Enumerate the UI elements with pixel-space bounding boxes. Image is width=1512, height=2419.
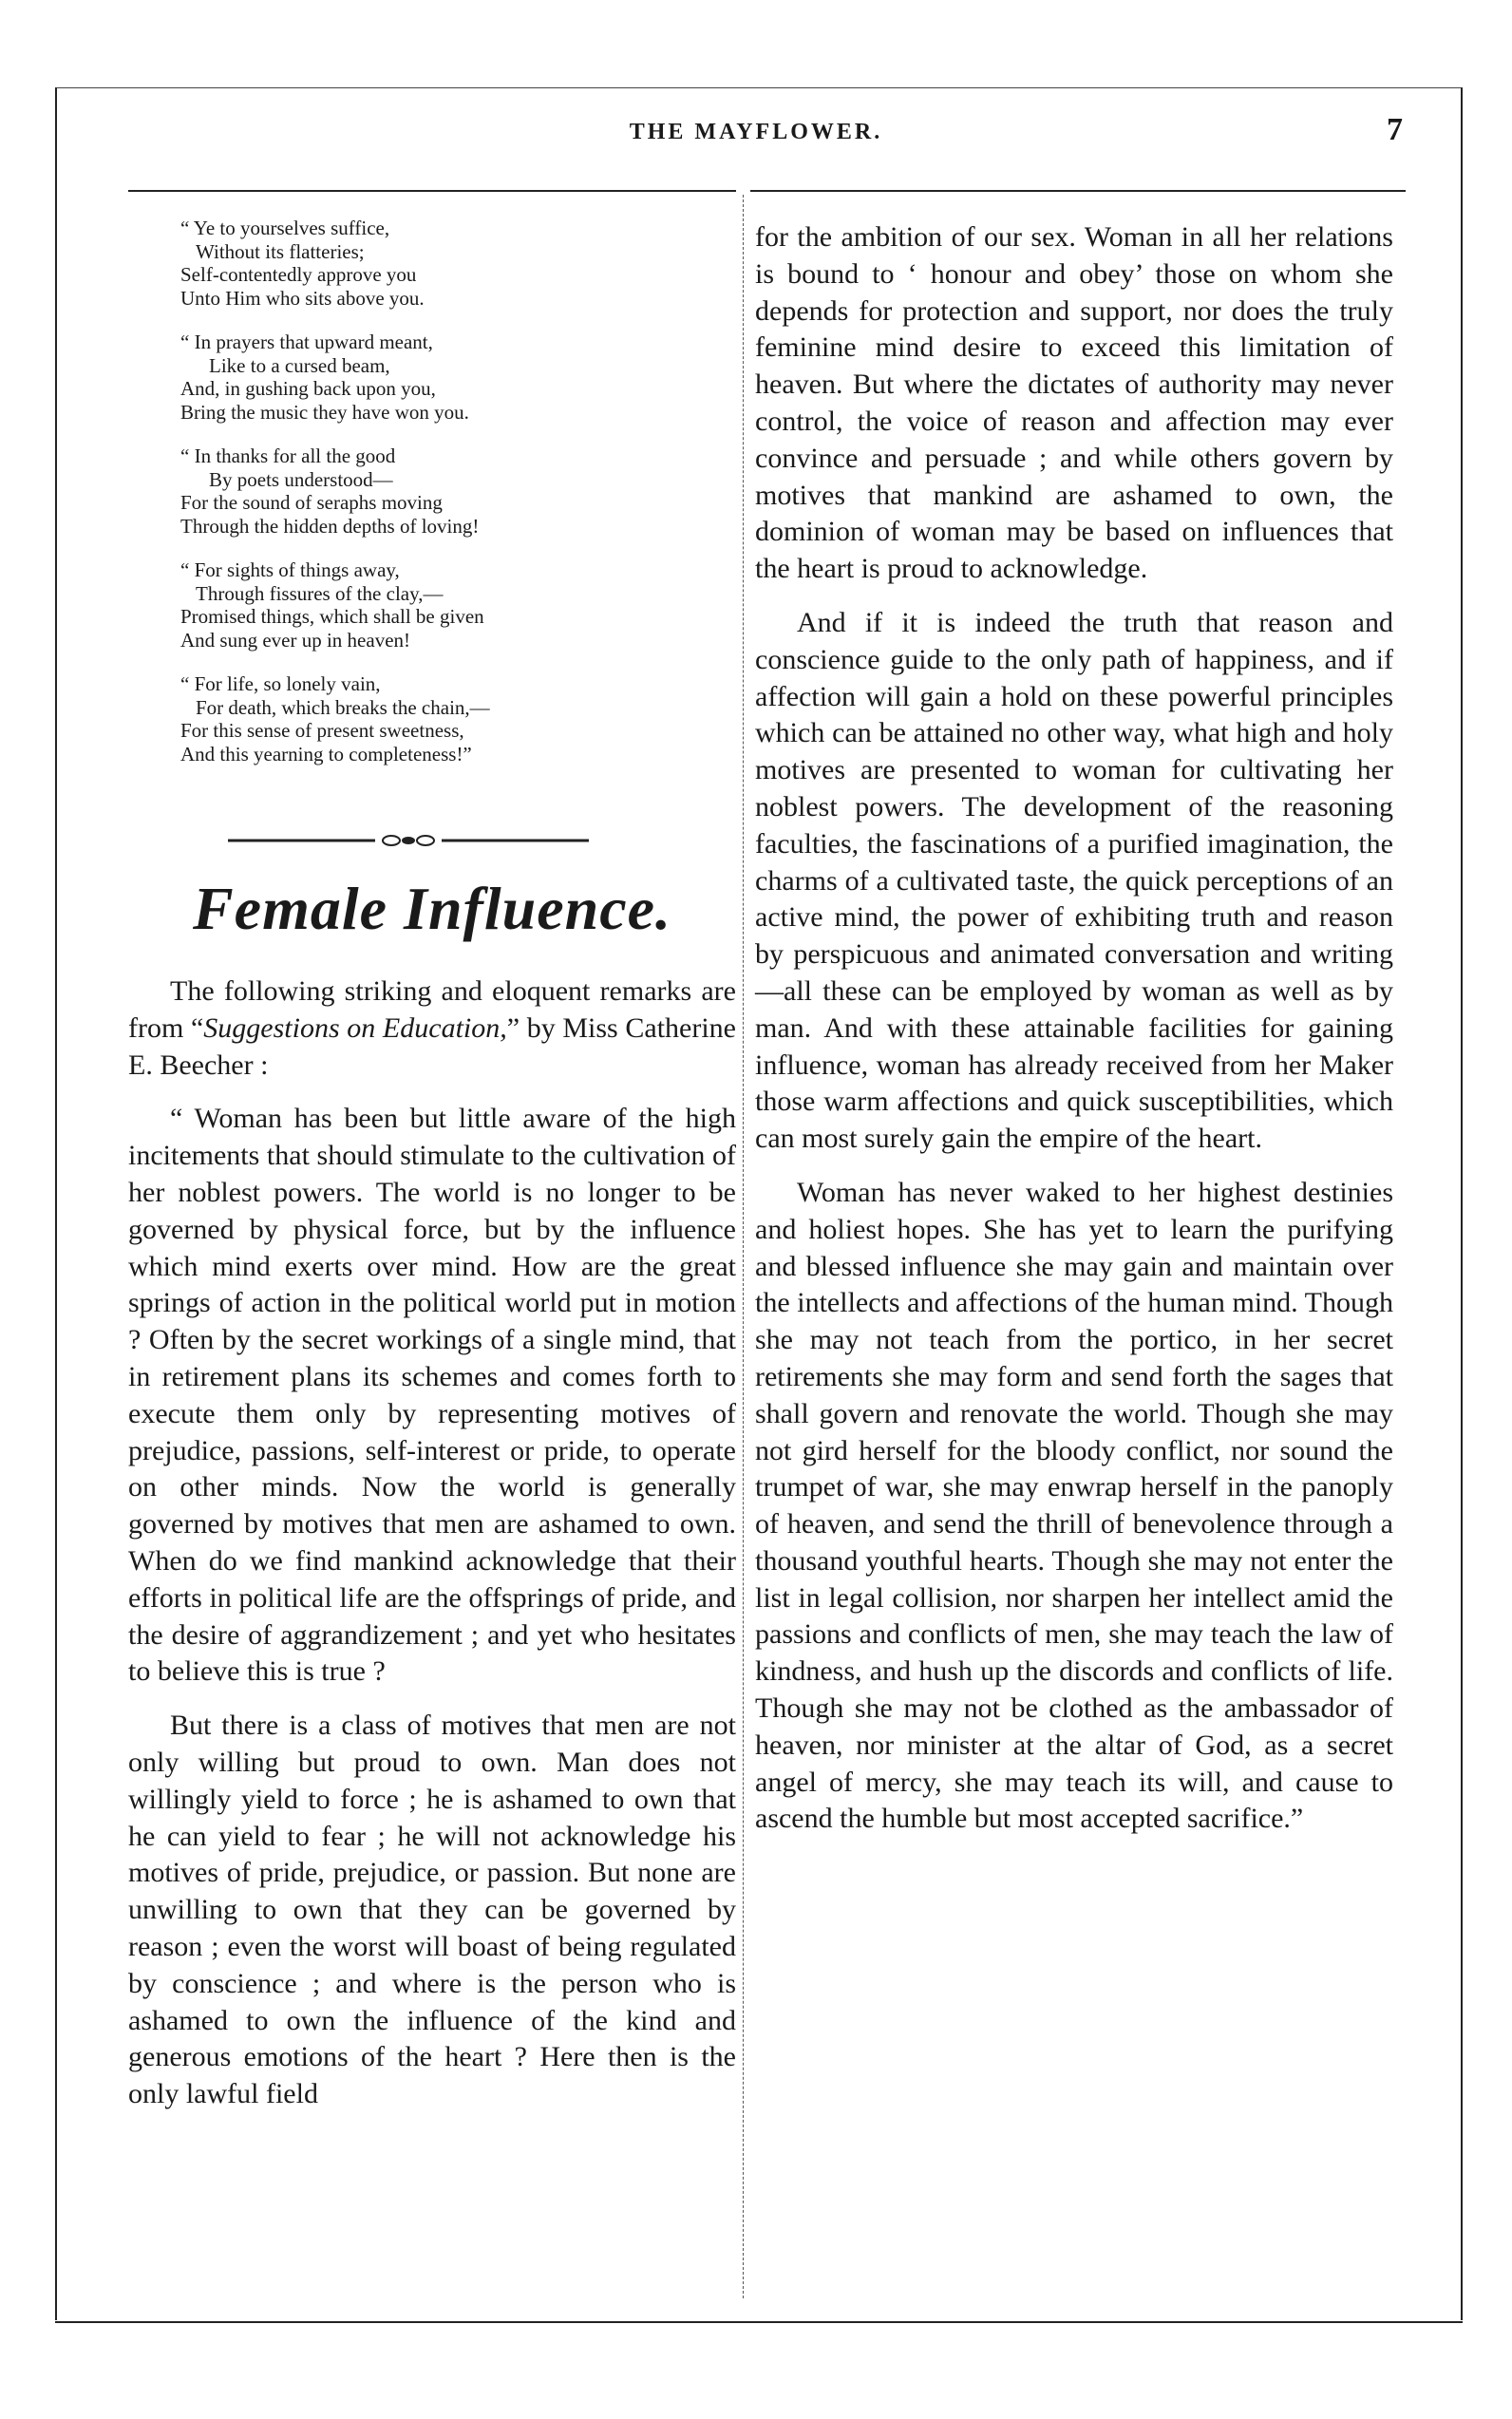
poem-stanza xyxy=(180,558,712,652)
intro-text: The following striking and eloquent remarks are from “ xyxy=(128,975,736,1044)
article-paragraph: But there is a class of motives that men are not only willing but proud to own. Man does not willingly yield to force ; he is ashamed to own that he can yield to fear ; he will not acknowledge his motives of pride, prejudice, or passion. But none are unwilling to own that they can be governed by reason ; even the worst will boast of being regulated by conscience ; and where is the person who is ashamed to own the influence of the kind and generous emotions of the heart ? Here then is the only lawful field xyxy=(128,1710,736,2110)
article-paragraph: “ Woman has been but little aware of the high incitements that should stimulate to the cultivation of her noblest powers. The world is no longer to be governed by physical force, but by the influence which mind exerts over mind. How are the great springs of action in the political world put in motion ? Often by the secret workings of a single mind, that in retirement plans its schemes and comes forth to execute them only by representing motives of prejudice, passions, self-interest or pride, to operate on other minds. Now the world is generally governed by motives that men are ashamed to own. When do we find mankind acknowledge that their efforts in political life are the offsprings of pride, and the desire of aggrandizement ; and yet who hesitates to believe this is true ? xyxy=(128,1103,736,1688)
poem-line: Self-contentedly approve you xyxy=(180,263,417,286)
poem-line: Promised things, which shall be given xyxy=(180,605,484,628)
intro-text-end: ” by Miss Catherine E. Beecher : xyxy=(128,1011,736,1081)
header-rule-right xyxy=(750,190,1406,192)
poem-line: “ For sights of things away, xyxy=(180,558,400,581)
poem-line: “ Ye to yourselves suffice, xyxy=(180,217,390,239)
poem-line: For death, which breaks the chain,— xyxy=(196,695,490,719)
poem-line: “ For life, so lonely vain, xyxy=(180,672,381,695)
poem-line: Without its flatteries; xyxy=(196,239,365,263)
poem-line: And sung ever up in heaven! xyxy=(180,628,411,652)
poem-stanza xyxy=(180,217,712,310)
poem-line: For this sense of present sweetness, xyxy=(180,719,464,742)
left-column xyxy=(128,973,736,2130)
intro-paragraph xyxy=(128,973,736,1084)
running-header-title: THE MAYFLOWER. xyxy=(629,120,883,144)
article-paragraph: Woman has never waked to her highest destinies and holiest hopes. She has yet to learn the purifying and blessed influence she may gain and maintain over the intellects and affections of the human mind. Though she may not teach from the portico, in her secret retirements she may form and send forth the sages that shall govern and renovate the world. Though she may not gird herself for the bloody conflict, nor sound the trumpet of war, she may enwrap herself in the panoply of heaven, and send the thrill of benevolence through a thousand youthful hearts. Though she may not enter the list in legal collision, nor sharpen her intellect amid the passions and conflicts of men, she may teach the law of kindness, and hush up the discords and conflicts of life. Though she may not be clothed as the ambassador of heaven, nor minister at the altar of God, as a secret angel of mercy, she may teach its will, and cause to ascend the humble but most accepted sacrifice.” xyxy=(755,1176,1393,1835)
poem xyxy=(180,217,712,786)
poem-line: Bring the music they have won you. xyxy=(180,400,469,424)
page-border-bottom xyxy=(55,2321,1463,2323)
poem-line: Through fissures of the clay,— xyxy=(196,581,444,605)
poem-line: And, in gushing back upon you, xyxy=(180,377,436,400)
poem-line: By poets understood— xyxy=(209,467,393,491)
ornamental-divider xyxy=(228,834,589,847)
poem-line: For the sound of seraphs moving xyxy=(180,491,443,514)
intro-source-title: Suggestions on Education, xyxy=(203,1011,507,1044)
article-heading: Female Influence. xyxy=(192,875,672,942)
poem-stanza xyxy=(180,444,712,538)
poem-line: “ In prayers that upward meant, xyxy=(180,331,433,353)
header-rule-left xyxy=(128,190,736,192)
column-divider xyxy=(743,195,744,2298)
poem-line: And this yearning to completeness!” xyxy=(180,742,472,765)
article-paragraph: And if it is indeed the truth that reason and conscience guide to the only path of happiness, and if affection will gain a hold on these powerful principles which can be attained no other way, what high and holy motives are presented to woman for cultivating her noblest powers. The development of the reasoning faculties, the fascinations of a purified imagination, the charms of a cultivated taste, the quick perceptions of an active mind, the power of exhibiting truth and reason by perspicuous and animated conversation and writing—all these can be employed by woman as well as by man. And with these attainable facilities for gaining influence, woman has already received from her Maker those warm affections and quick susceptibilities, which can most surely gain the empire of the heart. xyxy=(755,606,1393,1155)
poem-stanza xyxy=(180,672,712,765)
poem-line: “ In thanks for all the good xyxy=(180,444,396,467)
page-number: 7 xyxy=(1387,112,1403,147)
poem-line: Through the hidden depths of loving! xyxy=(180,514,480,538)
article-paragraph: for the ambition of our sex. Woman in all her relations is bound to ‘ honour and obey’ those on whom she depends for protection and support, nor does the truly feminine mind desire to exceed this limitation of heaven. But where the dictates of authority may never control, the voice of reason and affection may ever convince and persuade ; and while others govern by motives that mankind are ashamed to own, the dominion of woman may be based on influences that the heart is proud to acknowledge. xyxy=(755,221,1393,585)
poem-stanza xyxy=(180,331,712,424)
right-column xyxy=(755,219,1393,1838)
poem-line: Unto Him who sits above you. xyxy=(180,286,425,310)
poem-line: Like to a cursed beam, xyxy=(209,353,390,377)
